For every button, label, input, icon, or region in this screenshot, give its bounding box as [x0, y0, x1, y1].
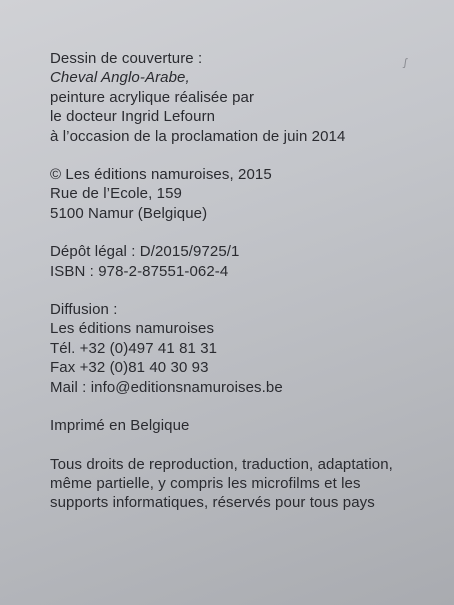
- legal-deposit: Dépôt légal : D/2015/9725/1: [50, 243, 240, 261]
- cover-credit-line: à l’occasion de la proclamation de juin 2014: [50, 127, 346, 145]
- rights-block: [50, 455, 445, 513]
- spacer: [50, 223, 445, 242]
- diffusion-phone: Tél. +32 (0)497 41 81 31: [50, 339, 218, 357]
- rights-line: même partielle, y compris les microfilms et les: [50, 474, 361, 492]
- diffusion-block: [50, 300, 445, 397]
- diffusion-name: Les éditions namuroises: [50, 320, 215, 338]
- spacer: [50, 397, 445, 416]
- colophon-page: [50, 49, 445, 513]
- printed-block: [50, 416, 445, 435]
- cover-credit-line: le docteur Ingrid Lefourn: [50, 108, 216, 126]
- address-city: 5100 Namur (Belgique): [50, 204, 208, 222]
- pencil-mark: ʃ: [403, 56, 408, 70]
- diffusion-fax: Fax +32 (0)81 40 30 93: [50, 359, 209, 377]
- legal-block: [50, 242, 445, 281]
- address-street: Rue de l’Ecole, 159: [50, 185, 182, 203]
- cover-credit-heading: Dessin de couverture :: [50, 50, 203, 67]
- isbn: ISBN : 978-2-87551-062-4: [50, 262, 229, 280]
- cover-credit-block: [50, 49, 445, 146]
- copyright-line: © Les éditions namuroises, 2015: [50, 166, 272, 184]
- spacer: [50, 436, 445, 455]
- spacer: [50, 281, 445, 300]
- diffusion-mail: Mail : info@editionsnamuroises.be: [50, 378, 283, 396]
- spacer: [50, 146, 445, 165]
- publisher-block: [50, 165, 445, 223]
- rights-line: supports informatiques, réservés pour tous pays: [50, 494, 375, 512]
- printed-in: Imprimé en Belgique: [50, 417, 190, 435]
- rights-line: Tous droits de reproduction, traduction, adaptation,: [50, 455, 393, 473]
- cover-artwork-title: Cheval Anglo-Arabe,: [50, 69, 190, 87]
- cover-credit-line: peinture acrylique réalisée par: [50, 88, 255, 106]
- diffusion-heading: Diffusion :: [50, 301, 118, 319]
